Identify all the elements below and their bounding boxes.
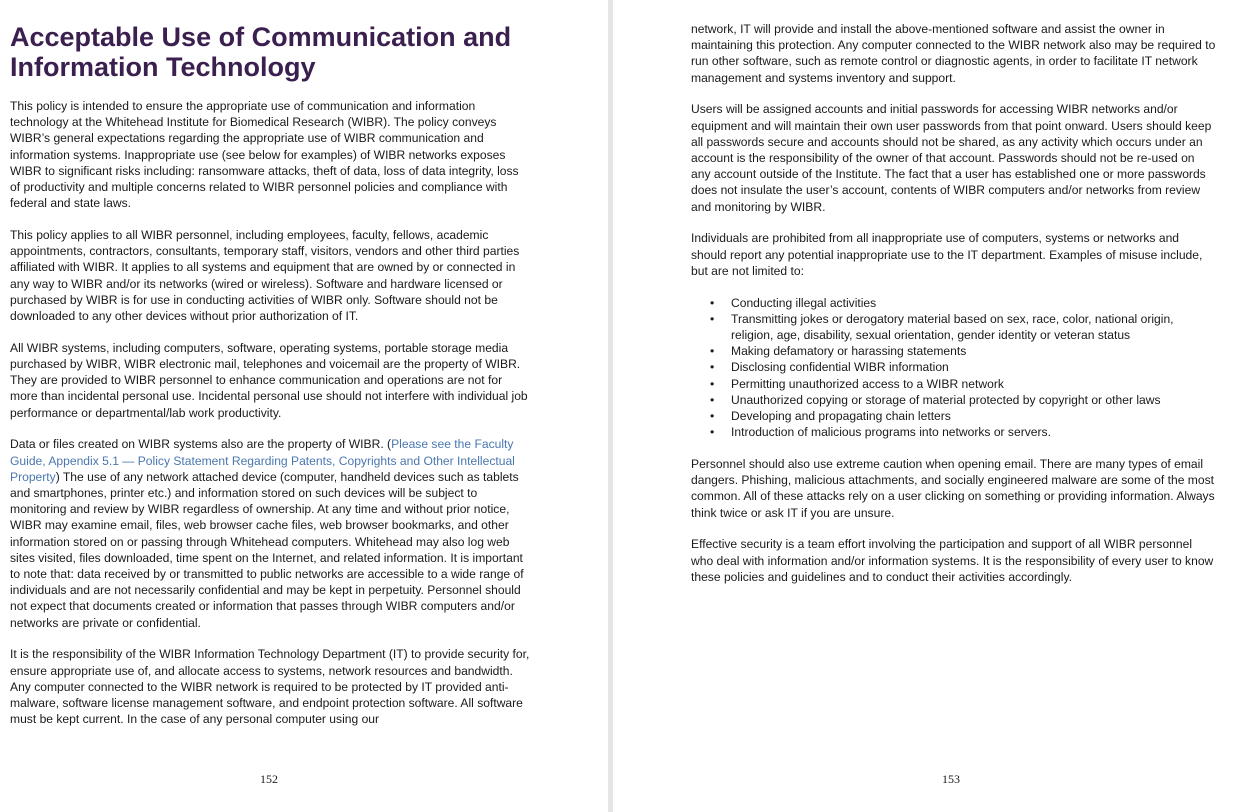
network-software-paragraph: network, IT will provide and install the above-mentioned software and assist the owner in maintaining this protection. Any computer connected to the WIBR network also may be required to run other software, such as remote control or diagnostic agents, in order to facilitate IT network management and systems inventory and support. — [691, 22, 1216, 85]
list-item: • Permitting unauthorized access to a WIBR network — [731, 376, 1216, 392]
email-caution-paragraph: Personnel should also use extreme caution when opening email. There are many types of email dangers. Phishing, malicious attachments, and socially engineered malware are some of the most common. All of these attacks rely on a user clicking on something or providing information. Always think twice or ask IT if you are unsure. — [691, 457, 1215, 520]
list-item: • Transmitting jokes or derogatory material based on sex, race, color, national origin, religion, age, disability, sexual orientation, gender identity or veteran status — [731, 311, 1216, 343]
list-item: • Disclosing confidential WIBR information — [731, 359, 1216, 375]
list-item: • Developing and propagating chain letters — [731, 408, 1216, 424]
page-title: Acceptable Use of Communication and Information Technology — [10, 22, 512, 82]
list-item: • Conducting illegal activities — [731, 295, 1216, 311]
list-item: • Unauthorized copying or storage of material protected by copyright or other laws — [731, 392, 1216, 408]
left-page-body — [10, 98, 530, 743]
team-effort-paragraph: Effective security is a team effort involving the participation and support of all WIBR personnel who deal with information and/or information systems. It is the responsibility of every user to know these policies and guidelines and to conduct their activities accordingly. — [691, 537, 1214, 584]
it-responsibility-paragraph: It is the responsibility of the WIBR Information Technology Department (IT) to provide security for, ensure appropriate use of, and allocate access to systems, network resources and bandwidth. Any computer connected to the WIBR network is required to be protected by IT provided anti-malware, software license management software, and endpoint protection software. All software must be kept current. In the case of any personal computer using our — [10, 647, 530, 727]
misuse-examples-list — [691, 295, 1216, 441]
data-ownership-text-end: ) The use of any network attached device (computer, handheld devices such as tablets and smartphones, printer etc.) and information stored on such devices will be subject to monitoring and review by WIBR regardless of ownership. At any time and without prior notice, WIBR may examine email, files, web browser cache files, web browser bookmarks, and other information stored on or passing through Whitehead computers. Whitehead may also log web sites visited, files downloaded, time spent on the Internet, and related information. It is important to note that: data received by or transmitted to public networks are accessible to a wide range of individuals and are not necessarily confidential and may be kept in perpetuity. Personnel should not expect that documents created or information that passes through WIBR computers and/or networks are private or confidential. — [10, 469, 524, 630]
policy-scope-paragraph: This policy applies to all WIBR personnel, including employees, faculty, fellows, academic appointments, contractors, consultants, temporary staff, visitors, vendors and other third parties affiliated with WIBR. It applies to all systems and equipment that are owned by or connected in any way to WIBR and/or its networks (wired or wireless). Software and hardware licensed or purchased by WIBR is for use in conducting activities of WIBR only. Software should not be downloaded to any other devices without prior authorization of IT. — [10, 228, 520, 324]
list-item: • Making defamatory or harassing statements — [731, 343, 1216, 359]
passwords-paragraph: Users will be assigned accounts and initial passwords for accessing WIBR networks and/or equipment and will maintain their own user passwords from that point onward. Users should keep all passwords secure and accounts should not be shared, as any activity which occurs under an account is the responsibility of the owner of that account. Passwords should not be re-used on any account outside of the Institute. The fact that a user has established one or more passwords does not insulate the user’s account, contents of WIBR computers and/or networks from review and monitoring by WIBR. — [691, 102, 1212, 214]
page-number-right: 153 — [942, 772, 960, 786]
faculty-guide-link[interactable]: Please see the Faculty Guide, Appendix 5.1 — Policy Statement Regarding Patents, Copyrights and Other Intellectual Property — [10, 437, 515, 484]
systems-ownership-paragraph: All WIBR systems, including computers, software, operating systems, portable storage media purchased by WIBR, WIBR electronic mail, telephones and voicemail are the property of WIBR. They are provided to WIBR personnel to enhance communication and operations are not for more than incidental personal use. Incidental personal use should not interfere with individual job performance or departmental/lab work productivity. — [10, 340, 528, 420]
data-ownership-text-start: Data or files created on WIBR systems also are the property of WIBR. ( — [10, 437, 392, 452]
prohibited-use-paragraph: Individuals are prohibited from all inappropriate use of computers, systems or networks and should report any potential inappropriate use to the IT department. Examples of misuse include, but are not limited to: — [691, 231, 1203, 278]
right-page-body — [691, 21, 1216, 601]
right-page — [613, 0, 1246, 812]
left-page — [0, 0, 608, 812]
page-number-left: 152 — [260, 772, 278, 786]
list-item: • Introduction of malicious programs into networks or servers. — [731, 424, 1216, 440]
data-ownership-paragraph — [10, 436, 530, 630]
policy-intro-paragraph: This policy is intended to ensure the appropriate use of communication and information technology at the Whitehead Institute for Biomedical Research (WIBR). The policy conveys WIBR’s general expectations regarding the appropriate use of WIBR communication and information systems. Inappropriate use (see below for examples) of WIBR networks exposes WIBR to significant risks including: ransomware attacks, theft of data, loss of data integrity, loss of productivity and multiple concerns related to WIBR personnel policies and compliance with federal and state laws. — [10, 99, 519, 211]
